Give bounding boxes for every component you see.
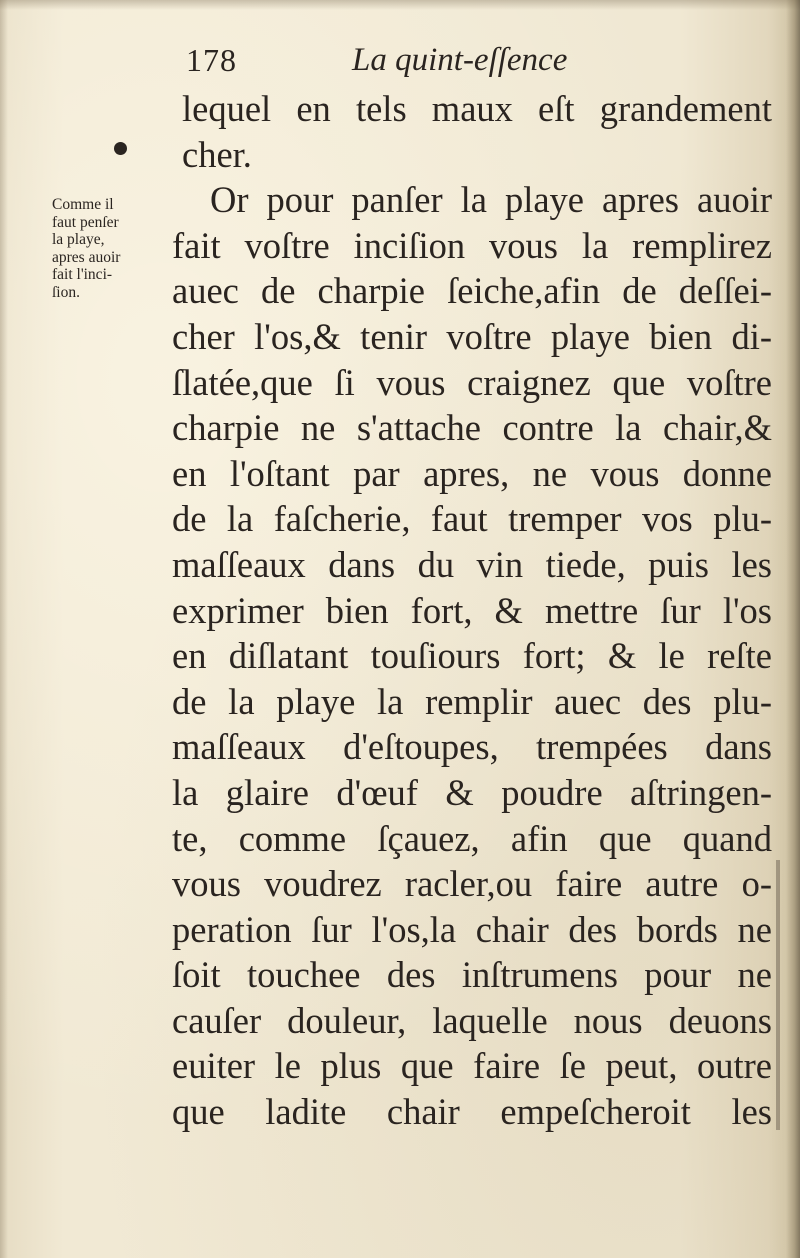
text-line: cher l'os,& tenir voſtre playe bien di- [172,315,772,357]
text-line: de la faſcherie, faut tremper vos plu- [172,498,772,540]
text-line: que ladite chair empeſcheroit les [172,1091,772,1133]
text-line: charpie ne s'attache contre la chair,& [172,407,772,449]
page-right-edge [786,0,800,1258]
text-line: fait voſtre inciſion vous la remplirez [172,224,772,266]
margin-note-line: ſion. [52,283,80,301]
text-line: cauſer douleur, laquelle nous deuons [172,999,772,1041]
text-line: maſſeaux d'eſtoupes, trempées dans [172,726,772,768]
text-line: ſoit touchee des inſtrumens pour ne [172,954,772,996]
text-line: vous voudrez racler,ou faire autre o- [172,863,772,905]
text-line: en l'oſtant par apres, ne vous donne [172,452,772,494]
margin-note-line: faut penſer [52,213,119,231]
running-head: La quint-eſſence [352,42,568,78]
text-line: lequel en tels maux eſt grandement [182,88,772,129]
text-line: en diſlatant touſiours fort; & le reſte [172,635,772,677]
text-line: cher. [182,133,252,175]
margin-note-line: Comme il [52,196,114,213]
page-number: 178 [186,42,237,78]
text-line: te, comme ſçauez, afin que quand [172,817,772,859]
text-line: de la playe la remplir auec des plu- [172,680,772,722]
page-left-edge [0,0,8,1258]
text-line: maſſeaux dans du vin tiede, puis les [172,543,772,585]
body-text [172,86,772,1135]
margin-note-line: fait l'inci- [52,266,113,283]
margin-note-line: apres auoir [52,248,121,266]
text-line: ſlatée,que ſi vous craignez que voſtre [172,361,772,403]
text-line: euiter le plus que faire ſe peut, outre [172,1045,772,1087]
binding-shadow [776,860,780,1130]
text-line: Or pour panſer la playe apres auoir [210,179,772,221]
text-line: la glaire d'œuf & poudre aſtringen- [172,771,772,813]
margin-note-line: la playe, [52,231,105,248]
text-line: exprimer bien fort, & mettre ſur l'os [172,589,772,631]
text-line: peration ſur l'os,la chair des bords ne [172,908,772,950]
ink-dot-mark [114,142,127,155]
text-line: auec de charpie ſeiche,afin de deſſei- [172,270,772,312]
page-top-edge [0,0,800,10]
